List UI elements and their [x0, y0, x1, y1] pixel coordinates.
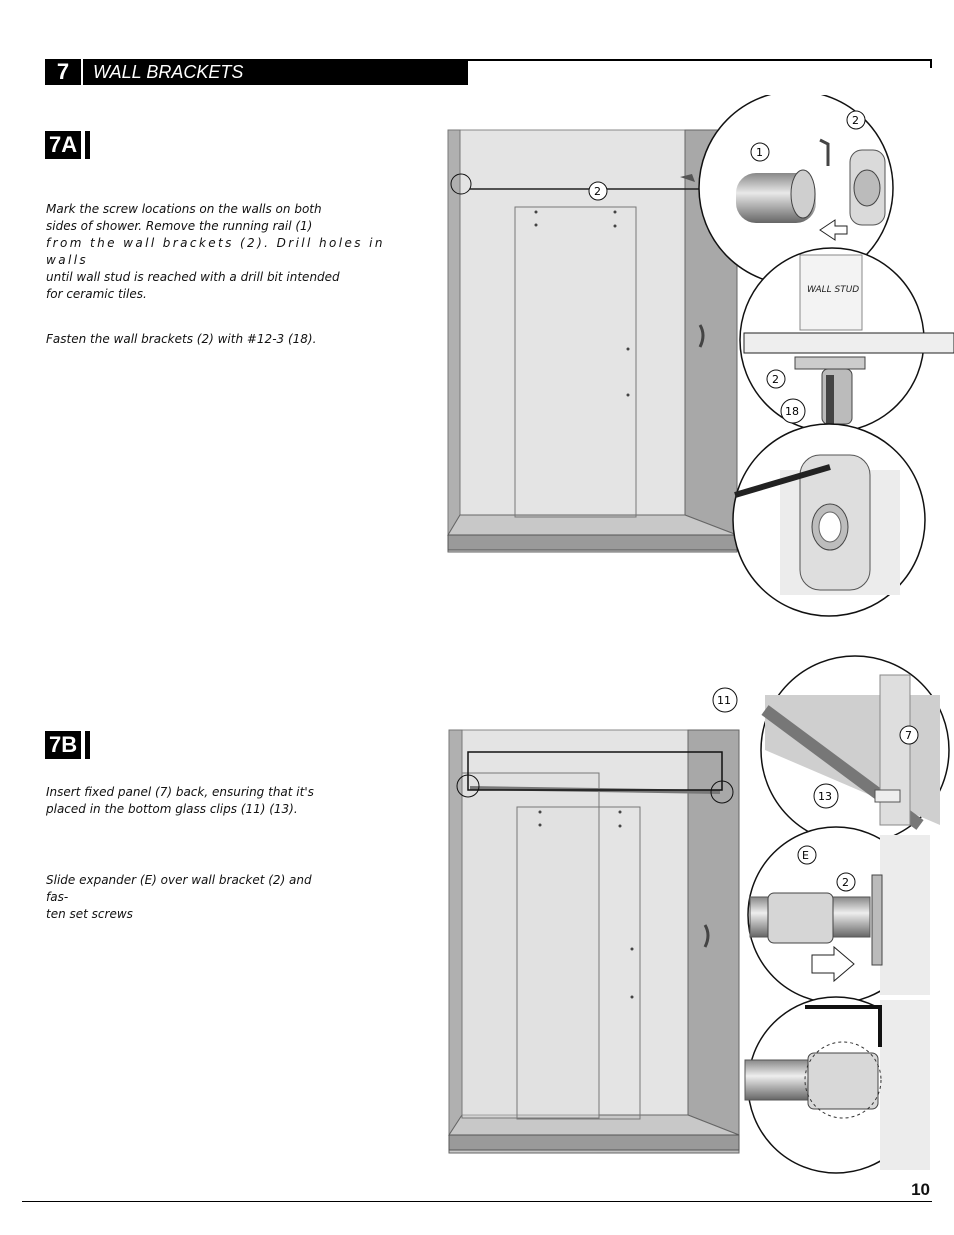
step-7a-instruction-2: Fasten the wall brackets (2) with #12-3 (18).	[46, 332, 317, 346]
svg-text:2: 2	[594, 185, 601, 198]
instruction-line: ten set screws	[46, 907, 133, 921]
detail-set-screw	[745, 997, 930, 1173]
callout-panel	[900, 726, 918, 744]
svg-text:E: E	[802, 849, 809, 862]
shower-enclosure-7b	[449, 730, 739, 1153]
detail-wall-stud	[740, 248, 954, 445]
callout-bracket	[589, 182, 607, 200]
svg-text:2: 2	[852, 114, 859, 127]
callout-clip-b	[814, 784, 838, 808]
instruction-line: for ceramic tiles.	[46, 287, 147, 301]
svg-text:13: 13	[818, 790, 832, 803]
svg-text:11: 11	[717, 694, 731, 707]
instruction-line: until wall stud is reached with a drill bit intended	[46, 270, 340, 284]
svg-text:18: 18	[785, 405, 799, 418]
callout-bracket-7b	[837, 873, 855, 891]
instruction-line: Mark the screw locations on the walls on both	[46, 202, 322, 216]
step-7b-badge: 7B	[45, 731, 81, 759]
callout-clip-a	[713, 688, 737, 712]
detail-glass-clips	[761, 656, 949, 844]
detail-expander	[748, 827, 930, 1003]
footer-rule	[22, 1201, 932, 1202]
step-7a-figure	[440, 95, 954, 620]
step-7b-instruction-2	[46, 872, 328, 923]
step-7b-badge-bar	[85, 731, 90, 759]
svg-text:7: 7	[905, 729, 912, 742]
step-7b-instruction-1	[46, 784, 328, 818]
svg-text:1: 1	[756, 146, 763, 159]
instruction-line: sides of shower. Remove the running rail (1)	[46, 219, 313, 233]
header-rule-tick	[930, 59, 932, 68]
instruction-line: placed in the bottom glass clips (11) (13).	[46, 802, 298, 816]
callout-screw	[781, 399, 805, 423]
callout-bracket-top	[847, 111, 865, 129]
header-rule	[468, 59, 932, 61]
step-7a-badge: 7A	[45, 131, 81, 159]
callout-rail	[751, 143, 769, 161]
step-number: 7	[45, 59, 81, 85]
step-7a-instruction-1	[46, 201, 406, 303]
callout-bracket-stud	[767, 370, 785, 388]
step-7b-figure	[440, 655, 954, 1180]
instruction-line: Insert fixed panel (7) back, ensuring that it's	[46, 785, 314, 799]
detail-screw-fasten	[733, 424, 925, 616]
wall-stud-label: WALL STUD	[807, 285, 860, 295]
page-number: 10	[911, 1180, 930, 1199]
svg-text:2: 2	[842, 876, 849, 889]
section-title: WALL BRACKETS	[83, 59, 468, 85]
instruction-line: Slide expander (E) over wall bracket (2) and fas-	[46, 873, 312, 904]
callout-expander	[798, 846, 816, 864]
svg-text:2: 2	[772, 373, 779, 386]
instruction-line: from the wall brackets (2). Drill holes in walls	[46, 236, 385, 267]
step-7a-badge-bar	[85, 131, 90, 159]
